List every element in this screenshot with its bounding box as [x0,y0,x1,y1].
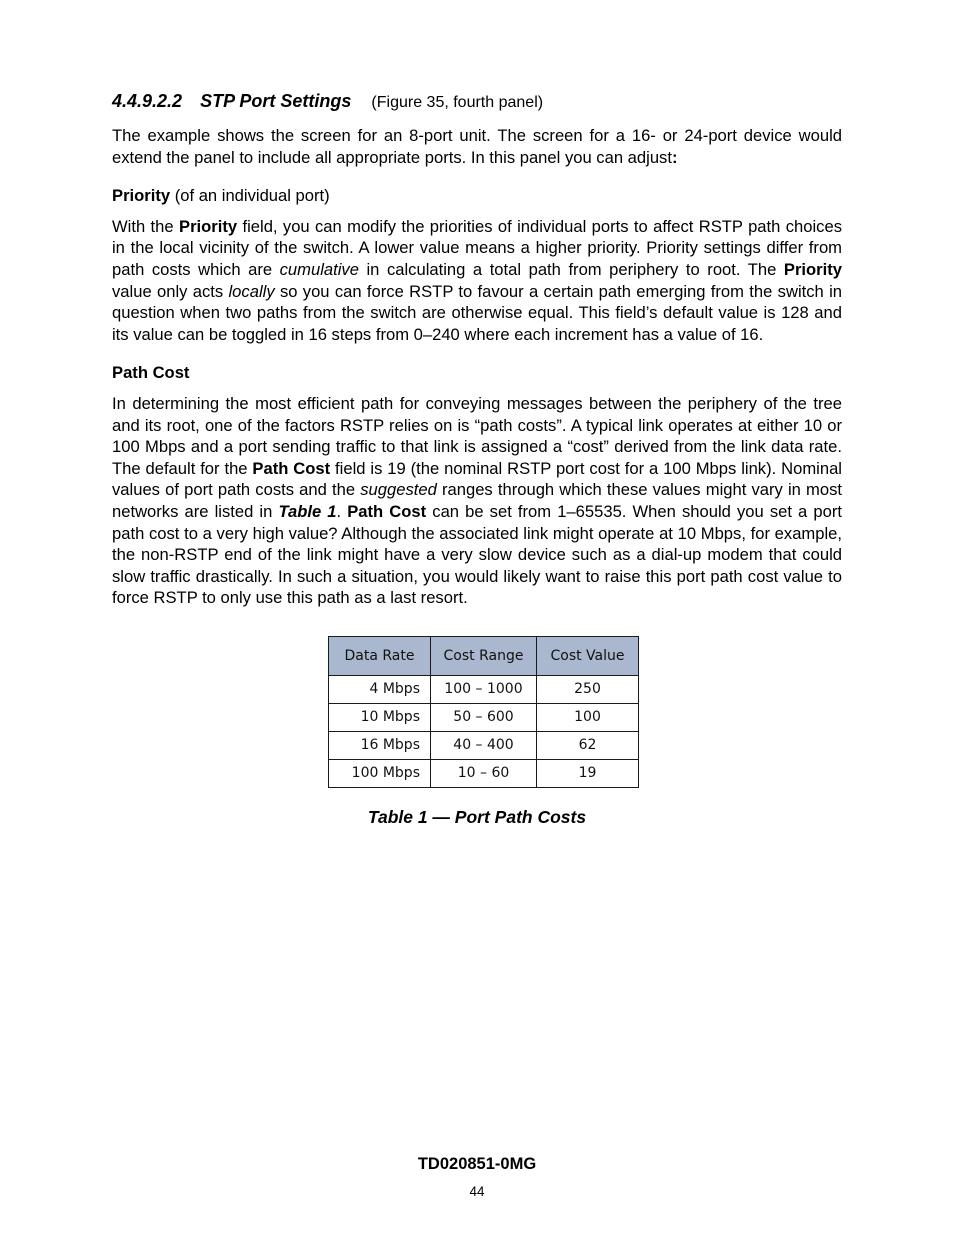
cell-cost-value: 100 [537,703,639,731]
table-row [329,759,639,787]
document-page [112,88,842,828]
header-cost-range: Cost Range [431,636,537,675]
cell-cost-value: 62 [537,731,639,759]
table-row [329,675,639,703]
table-row [329,703,639,731]
path-cost-paragraph: In determining the most efficient path for conveying messages between the periphery of the tree and its root, one of the factors RSTP relies on is “path costs”. A typical link operates at either 10 or 100 Mbps and a port sending traffic to that link is assigned a “cost” derived from the link data rate. The default for the Path Cost field is 19 (the nominal RSTP port cost for a 100 Mbps link). Nominal values of port path costs and the suggested ranges through which these values might vary in most networks are listed in Table 1. Path Cost can be set from 1–65535. When should you set a port path cost to a very high value? Although the associated link might operate at 10 Mbps, for example, the non-RSTP end of the link might have a very slow device such as a dial-up modem that could slow traffic drastically. In such a situation, you would likely want to raise this port path cost value to force RSTP to only use this path as a last resort. [112,393,842,608]
section-heading [112,88,842,116]
header-data-rate: Data Rate [329,636,431,675]
cell-cost-range: 10 – 60 [431,759,537,787]
section-number: 4.4.9.2.2 [112,91,183,111]
table-row [329,731,639,759]
priority-paragraph: With the Priority field, you can modify the priorities of individual ports to affect RSTP path choices in the local vicinity of the switch. A lower value means a higher priority. Priority settings differ from path costs which are cumulative in calculating a total path from periphery to root. The Priority value only acts locally so you can force RSTP to favour a certain path emerging from the switch in question when two paths from the switch are otherwise equal. This field’s default value is 128 and its value can be toggled in 16 steps from 0–240 where each increment has a value of 16. [112,216,842,344]
intro-paragraph: The example shows the screen for an 8-port unit. The screen for a 16- or 24-port device would extend the panel to include all appropriate ports. In this panel you can adjust: [112,126,842,167]
port-path-costs-table-container [328,636,842,788]
table-caption: Table 1 — Port Path Costs [367,806,587,827]
cell-data-rate: 16 Mbps [329,731,431,759]
header-cost-value: Cost Value [537,636,639,675]
figure-reference: (Figure 35, fourth panel) [371,94,544,111]
cell-cost-value: 250 [537,675,639,703]
cell-cost-range: 100 – 1000 [431,675,537,703]
footer-page-number: 44 [469,1184,485,1199]
priority-subheading: Priority (of an individual port) [112,186,330,206]
table-header-row [329,636,639,675]
section-title: STP Port Settings [200,91,352,111]
cell-cost-value: 19 [537,759,639,787]
port-path-costs-table [328,636,639,788]
cell-data-rate: 4 Mbps [329,675,431,703]
path-cost-subheading: Path Cost [112,363,190,383]
cell-cost-range: 40 – 400 [431,731,537,759]
cell-cost-range: 50 – 600 [431,703,537,731]
cell-data-rate: 100 Mbps [329,759,431,787]
cell-data-rate: 10 Mbps [329,703,431,731]
footer-document-id: TD020851-0MG [417,1155,537,1173]
